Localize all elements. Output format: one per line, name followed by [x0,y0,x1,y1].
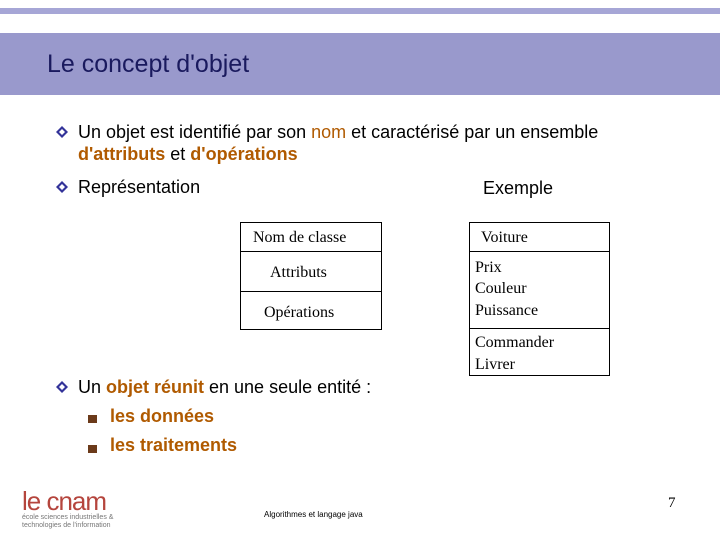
divider [241,291,381,292]
square-bullet-icon [88,415,97,423]
example-operation: Livrer [475,356,515,373]
keyword-attributs: d'attributs [78,144,166,164]
bullet-1-line-1: Un objet est identifié par son nom et caractérisé par un ensemble [78,122,599,142]
bullet-1-line-2: d'attributs et d'opérations [78,144,298,164]
top-decorative-stripe [0,8,720,14]
subitem: les données [110,406,215,426]
keyword-objet-reunit: objet réunit [106,377,205,397]
example-attribute: Couleur [475,280,527,297]
bullet-icon [56,126,68,138]
keyword-nom: nom [311,122,347,142]
example-class-name: Voiture [481,229,528,246]
bullet-icon [56,181,68,193]
class-diagram-box [240,222,382,330]
example-label: Exemple [483,178,554,198]
example-operation: Commander [475,334,555,351]
logo-subtitle: école sciences industrielles & [22,514,114,521]
logo-wordmark: le cnam [22,486,107,516]
page-number: 7 [668,495,676,511]
class-name: Nom de classe [253,229,347,246]
example-attribute: Puissance [475,302,539,319]
square-bullet-icon [88,445,97,453]
cnam-logo [22,488,113,530]
subitem: les traitements [110,435,238,455]
divider [470,251,609,252]
example-attribute: Prix [475,259,502,276]
class-operations: Opérations [264,304,335,321]
example-class-box [469,222,610,376]
bullet-3-line: Un objet réunit en une seule entité : [78,377,372,397]
class-attributes: Attributs [270,264,327,281]
divider [241,251,381,252]
footer-course-title: Algorithmes et langage java [264,510,363,519]
bullet-icon [56,381,68,393]
keyword-operations: d'opérations [190,144,298,164]
representation-label: Représentation [78,177,201,197]
divider [470,328,609,329]
slide-title: Le concept d'objet [47,50,250,78]
logo-subtitle: technologies de l'information [22,522,111,529]
